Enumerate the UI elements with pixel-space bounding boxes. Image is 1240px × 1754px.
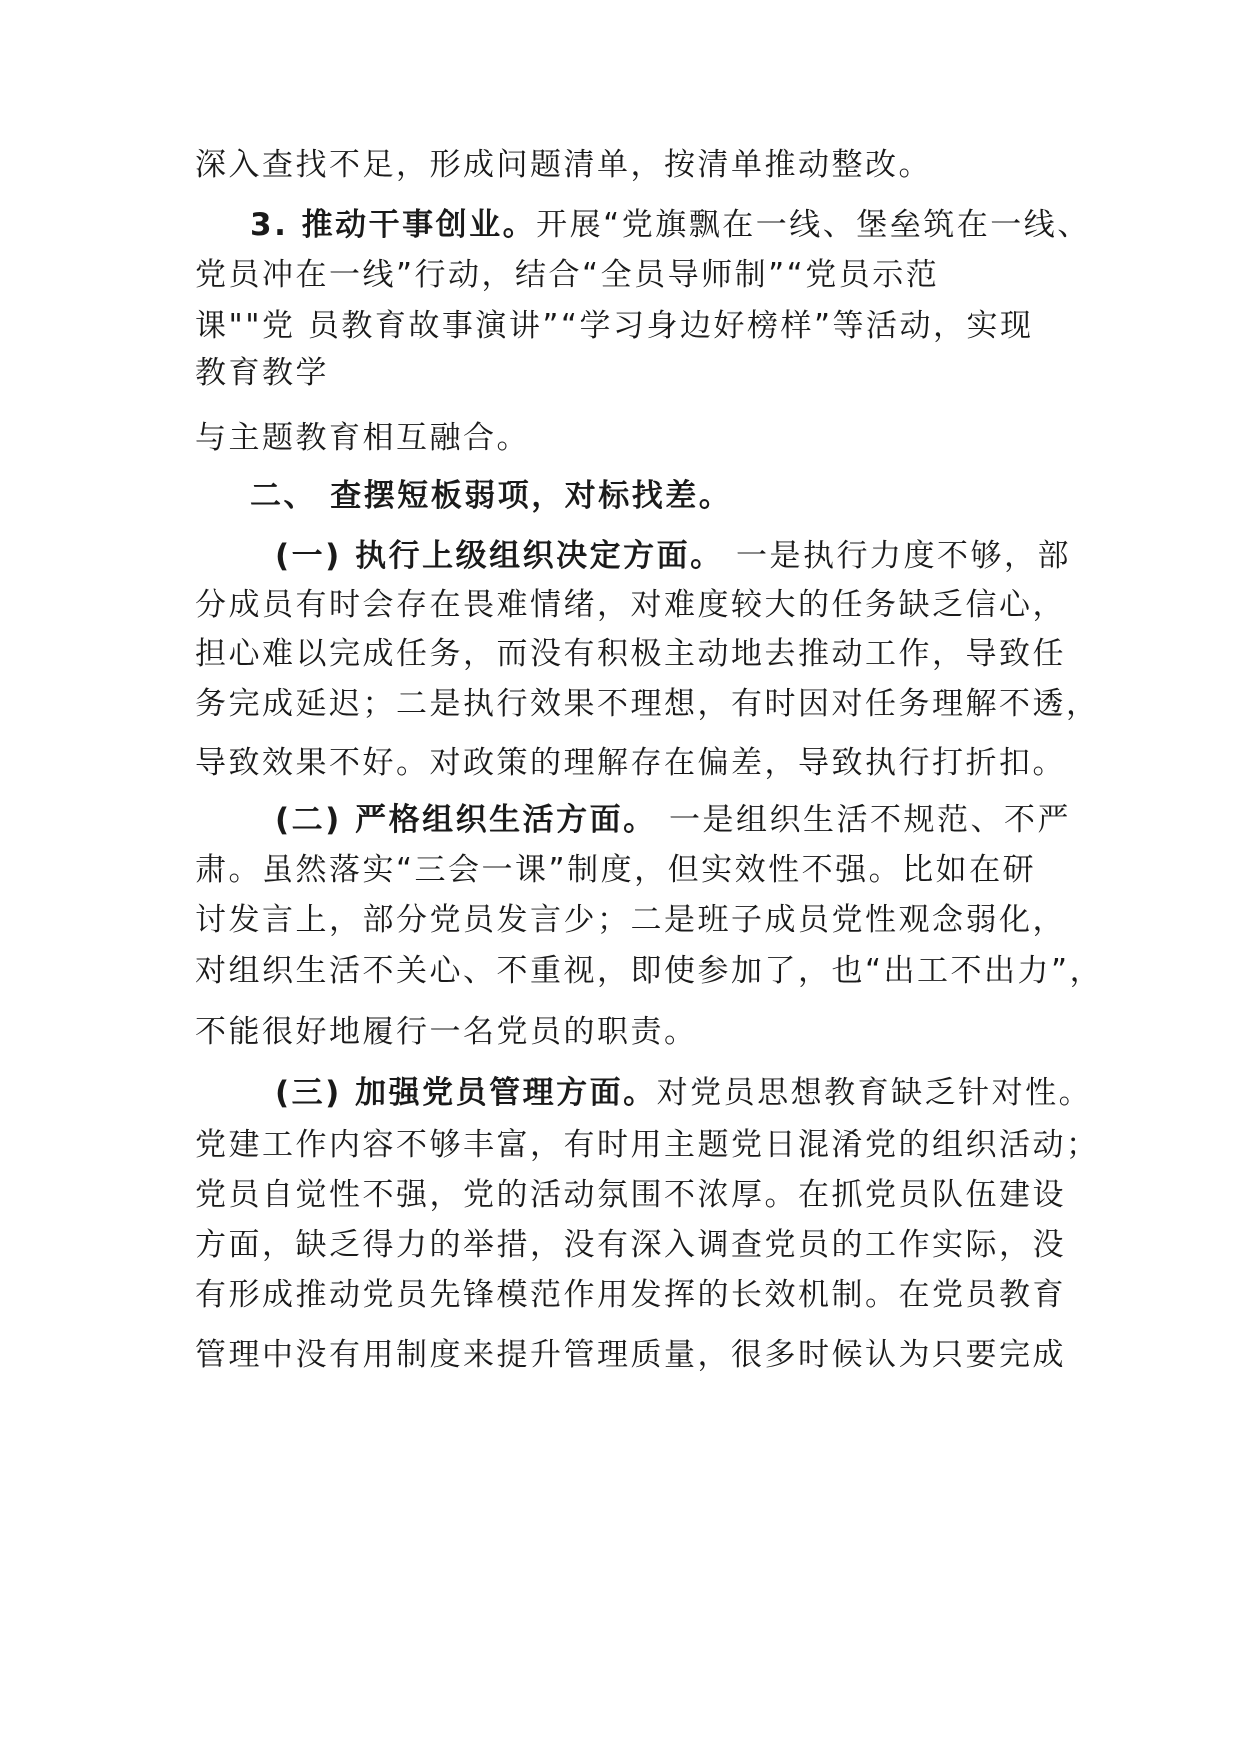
subsection-heading-line	[275, 536, 1071, 576]
line-text: 对党员思想教育缺乏针对性。	[656, 1075, 1093, 1111]
item-heading: 3. 推动干事创业。	[250, 207, 537, 243]
paragraph-line	[195, 634, 1066, 674]
subsection-heading-line	[275, 800, 1071, 840]
line-text: 一是组织生活不规范、不严	[656, 802, 1071, 838]
line-text: 担心难以完成任务，而没有积极主动地去推动工作，导致任	[195, 636, 1066, 672]
subsection-heading-line	[275, 1073, 1092, 1113]
subsection-heading: (三) 加强党员管理方面。	[275, 1075, 657, 1111]
line-text: 党建工作内容不够丰富，有时用主题党日混淆党的组织活动；	[195, 1127, 1100, 1163]
line-text: 分成员有时会存在畏难情绪，对难度较大的任务缺乏信心，	[195, 587, 1066, 623]
line-text: 管理中没有用制度来提升管理质量，很多时候认为只要完成	[195, 1337, 1066, 1373]
paragraph-line	[195, 1335, 1066, 1375]
paragraph-line	[195, 353, 329, 393]
paragraph-line	[195, 418, 530, 458]
paragraph-line	[195, 951, 1103, 991]
line-text: 讨发言上，部分党员发言少；二是班子成员党性观念弱化，	[195, 902, 1066, 938]
paragraph-line	[195, 900, 1066, 940]
paragraph-line	[195, 684, 1100, 724]
paragraph-line	[195, 255, 939, 295]
line-text: 党员自觉性不强，党的活动氛围不浓厚。在抓党员队伍建设	[195, 1177, 1066, 1213]
line-text: 有形成推动党员先锋模范作用发挥的长效机制。在党员教育	[195, 1277, 1066, 1313]
paragraph-line	[195, 850, 1036, 890]
section-heading: 二、 查摆短板弱项，对标找差。	[250, 478, 733, 514]
line-text: 与主题教育相互融合。	[195, 420, 530, 456]
line-text: 导致效果不好。对政策的理解存在偏差，导致执行打折扣。	[195, 745, 1066, 781]
line-text: 对组织生活不关心、不重视，即使参加了，也“出工不出力”，	[195, 953, 1104, 989]
paragraph-line	[195, 1175, 1066, 1215]
paragraph-line	[195, 1125, 1100, 1165]
line-text: 课""党 员教育故事演讲”“学习身边好榜样”等活动，实现	[195, 308, 1034, 344]
subsection-heading: (二) 严格组织生活方面。	[275, 802, 657, 838]
line-text: 深入查找不足，形成问题清单，按清单推动整改。	[195, 147, 932, 183]
paragraph-line	[195, 306, 1034, 346]
line-text: 不能很好地履行一名党员的职责。	[195, 1014, 698, 1050]
line-text: 方面，缺乏得力的举措，没有深入调查党员的工作实际，没	[195, 1227, 1066, 1263]
paragraph-line	[195, 743, 1066, 783]
paragraph-line	[195, 585, 1066, 625]
paragraph-line	[195, 145, 932, 185]
paragraph-line	[195, 1275, 1066, 1315]
line-text: 务完成延迟；二是执行效果不理想，有时因对任务理解不透，	[195, 686, 1100, 722]
subsection-heading: (一) 执行上级组织决定方面。	[275, 538, 724, 574]
line-text: 党员冲在一线”行动，结合“全员导师制”“党员示范	[195, 257, 940, 293]
line-text: 一是执行力度不够，部	[723, 538, 1071, 574]
line-text: 肃。虽然落实“三会一课”制度，但实效性不强。比如在研	[195, 852, 1037, 888]
paragraph-line	[195, 1012, 698, 1052]
line-text: 开展“党旗飘在一线、堡垒筑在一线、	[536, 207, 1091, 243]
section-heading-line	[250, 476, 732, 516]
line-text: 教育教学	[195, 355, 329, 391]
item-heading-line	[250, 205, 1091, 245]
paragraph-line	[195, 1225, 1066, 1265]
